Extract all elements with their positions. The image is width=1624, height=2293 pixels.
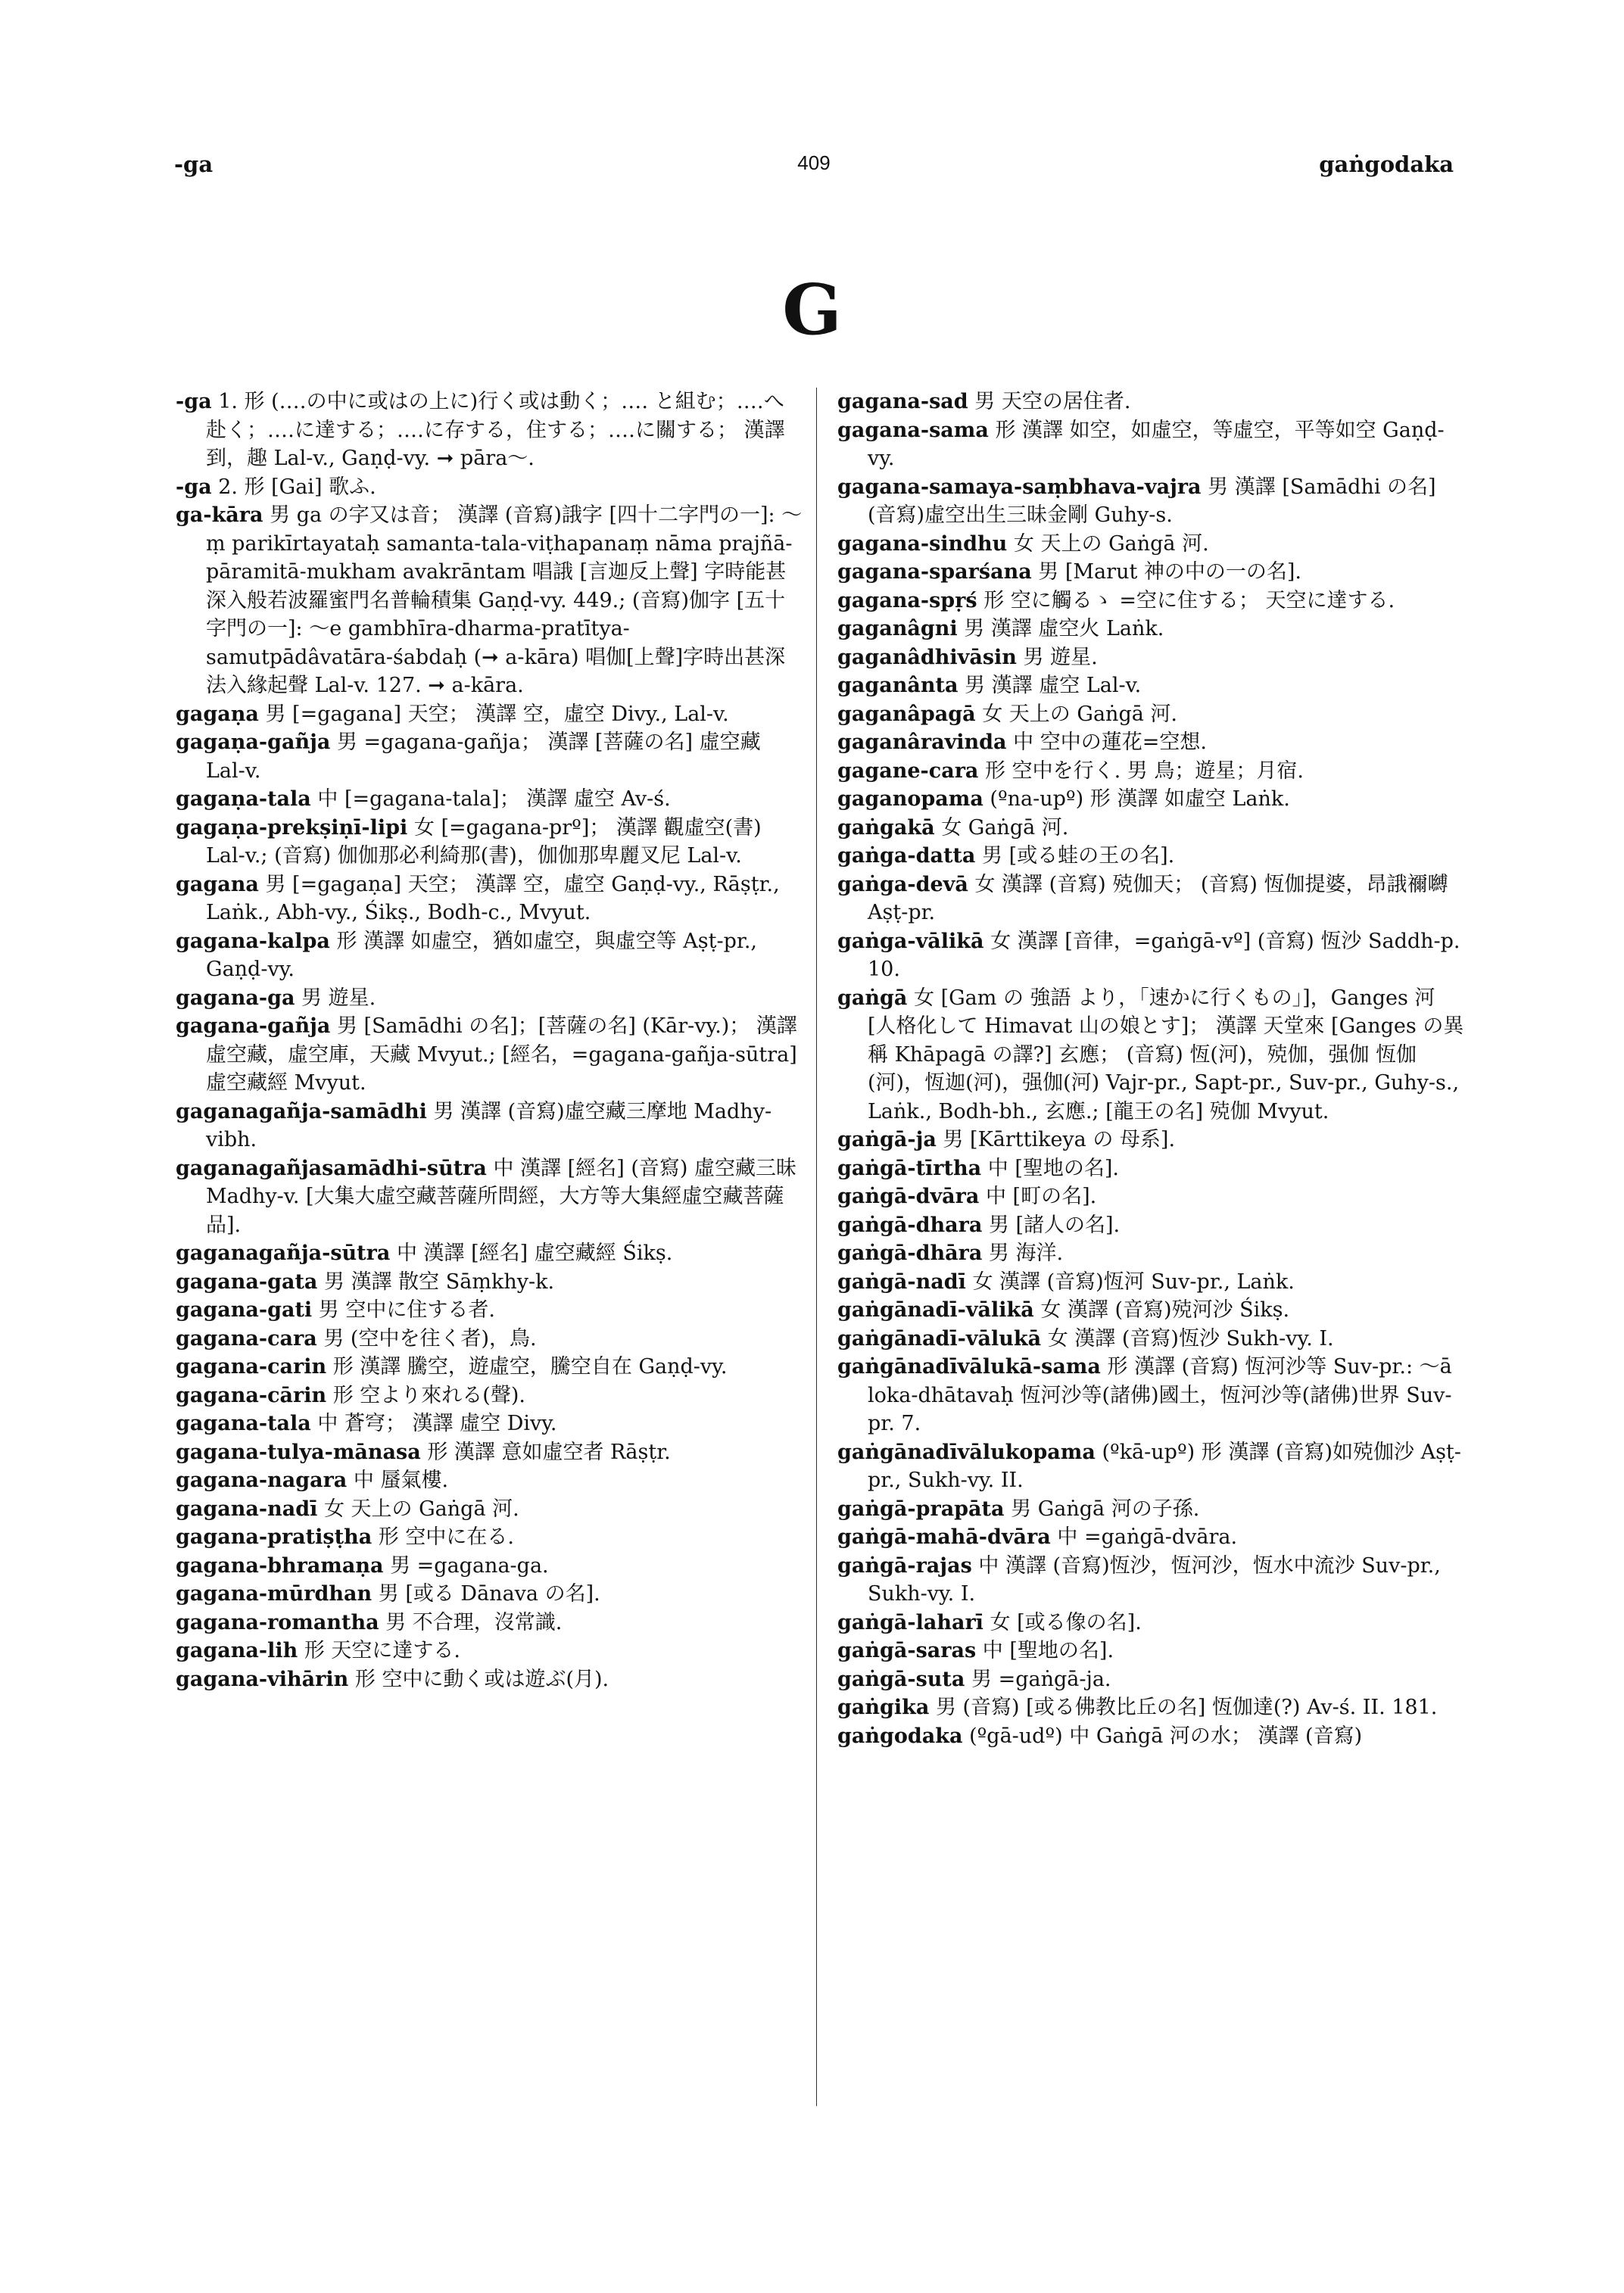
entry-headword: gaṅga-datta bbox=[837, 844, 976, 868]
entry-headword: gaṅga-devā bbox=[837, 872, 968, 896]
entry-headword: gagana bbox=[176, 872, 259, 896]
entry-headword: gaganagañjasamādhi-sūtra bbox=[176, 1156, 487, 1180]
entry-definition: 男 [Marut 神の中の一の名]. bbox=[1038, 560, 1302, 584]
entry-headword: gaṅga-vālikā bbox=[837, 929, 984, 953]
entry-headword: gagana-cārin bbox=[176, 1383, 327, 1407]
dictionary-entry bbox=[837, 785, 1466, 814]
entry-headword: gagana-mūrdhan bbox=[176, 1582, 372, 1606]
dictionary-entry bbox=[837, 1523, 1466, 1552]
dictionary-entry bbox=[837, 728, 1466, 757]
entry-headword: gaṅgānadī-vālukā bbox=[837, 1326, 1042, 1351]
entry-headword: gaganagañja-samādhi bbox=[176, 1099, 427, 1123]
entry-definition: 男 不合理，沒常識. bbox=[385, 1610, 563, 1634]
entry-headword: gaṅgā-laharī bbox=[837, 1610, 983, 1634]
entry-definition: 中 [聖地の名]. bbox=[987, 1156, 1119, 1180]
entry-headword: gagana-sindhu bbox=[837, 531, 1008, 556]
dictionary-entry bbox=[176, 927, 804, 984]
entry-headword: gaṅgika bbox=[837, 1696, 930, 1719]
dictionary-entry bbox=[176, 1296, 804, 1325]
entry-definition: 男 [諸人の名]. bbox=[988, 1213, 1121, 1237]
entry-headword: gaṅgā-dhāra bbox=[837, 1242, 983, 1265]
dictionary-entry bbox=[837, 1495, 1466, 1524]
entry-definition: 男 [Kārttikeya の 母系]. bbox=[943, 1128, 1176, 1151]
dictionary-entry bbox=[837, 1126, 1466, 1154]
entry-definition: 男 [或る Dānava の名]. bbox=[378, 1582, 600, 1606]
entry-definition: 男 =gagana-ga. bbox=[390, 1553, 549, 1578]
dictionary-entry bbox=[176, 1523, 804, 1552]
entry-definition: 男 遊星. bbox=[301, 986, 376, 1010]
entry-definition: 女 漢譯 (音寫)恆沙 Sukh-vy. I. bbox=[1047, 1326, 1334, 1351]
entry-headword: gagane-cara bbox=[837, 759, 979, 783]
entry-headword: gaṅgodaka bbox=[837, 1724, 963, 1748]
dictionary-entry bbox=[837, 1182, 1466, 1211]
dictionary-entry bbox=[837, 1296, 1466, 1325]
entry-headword: gaṅgānadī-vālikā bbox=[837, 1298, 1034, 1322]
entry-definition: 中 空中の蓮花=空想. bbox=[1013, 731, 1207, 754]
entry-headword: gaṅgā-mahā-dvāra bbox=[837, 1525, 1051, 1549]
entry-definition: 女 天上の Gaṅgā 河. bbox=[323, 1497, 519, 1521]
entry-definition: 男 ga の字又は音； 漢譯 (音寫)誐字 [四十二字門の一]: 〜ṃ parikīrtayataḥ samanta-tala-viṭhapanaṃ nāma prajñā-pāramitā-mukham avakrāntam 唱誐 [言迦反上聲] 字時能甚深入般若波羅蜜門名普輪積集 Gaṇḍ-vy. 449.; (音寫)伽字 [五十字門の一]: 〜e gambhīra-dharma-pratītya-samutpādâvatāra-śabdaḥ (➞ a-kāra) 唱伽[上聲]字時出甚深法入緣起聲 Lal-v. 127. ➞ a-kāra. bbox=[206, 503, 803, 697]
entry-definition: 中 漢譯 [經名] 虛空藏經 Śikṣ. bbox=[396, 1242, 673, 1265]
dictionary-entry bbox=[837, 927, 1466, 984]
entry-headword: gagana-nadī bbox=[176, 1497, 318, 1521]
entry-headword: gaganâdhivāsin bbox=[837, 645, 1017, 669]
dictionary-entry bbox=[176, 1438, 804, 1467]
entry-definition: 男 海洋. bbox=[988, 1242, 1064, 1265]
entry-headword: gaṅgā-nadī bbox=[837, 1270, 966, 1294]
entry-headword: gagana-sparśana bbox=[837, 560, 1032, 584]
dictionary-entry bbox=[176, 728, 804, 785]
dictionary-entry bbox=[176, 1410, 804, 1438]
entry-headword: gaganâgni bbox=[837, 617, 958, 640]
entry-definition: 男 (空中を往く者)，鳥. bbox=[323, 1326, 537, 1351]
entry-definition: 形 天空に達する. bbox=[304, 1639, 460, 1662]
entry-headword: gagana-tulya-mānasa bbox=[176, 1440, 421, 1464]
page-header bbox=[174, 151, 1454, 189]
entry-definition: 形 漢譯 意如虛空者 Rāṣṭr. bbox=[427, 1440, 671, 1464]
dictionary-entry bbox=[837, 1154, 1466, 1183]
entry-definition: 女 漢譯 (音寫)殑河沙 Śikṣ. bbox=[1040, 1298, 1290, 1322]
entry-headword: gaganânta bbox=[837, 674, 959, 697]
entry-definition: 女 漢譯 (音寫)恆河 Suv-pr., Laṅk. bbox=[972, 1270, 1295, 1294]
entry-definition: 男 [或る蛙の王の名]. bbox=[982, 844, 1175, 868]
entry-definition: 女 漢譯 [音律，=gaṅgā-vº] (音寫) 恆沙 Saddh-p. 10. bbox=[868, 929, 1460, 981]
entry-definition: 男 漢譯 散空 Sāṃkhy-k. bbox=[324, 1270, 555, 1294]
dictionary-entry bbox=[837, 1239, 1466, 1268]
entry-headword: gagaṇa bbox=[176, 702, 259, 726]
dictionary-entry bbox=[176, 1239, 804, 1268]
entry-headword: gaṅgā-tīrtha bbox=[837, 1156, 982, 1180]
dictionary-entry bbox=[837, 643, 1466, 672]
entry-headword: gaṅgā bbox=[837, 986, 908, 1010]
dictionary-entry bbox=[176, 473, 804, 502]
dictionary-entry bbox=[176, 1325, 804, 1354]
entry-definition: 女 漢譯 (音寫) 殑伽天； (音寫) 恆伽提婆，昂誐禰嚩 Aṣṭ-pr. bbox=[868, 872, 1448, 924]
entry-definition: 中 蒼穹； 漢譯 虛空 Divy. bbox=[317, 1412, 557, 1435]
entry-headword: ga-kāra bbox=[176, 503, 263, 527]
entry-headword: gagaṇa-prekṣiṇī-lipi bbox=[176, 815, 408, 840]
entry-definition: 形 空中に在る. bbox=[378, 1525, 514, 1549]
dictionary-entry bbox=[837, 757, 1466, 786]
dictionary-entry bbox=[837, 1722, 1466, 1751]
header-left-guide-word: -ga bbox=[174, 151, 214, 177]
dictionary-entry bbox=[176, 814, 804, 871]
entry-headword: gagana-spṛś bbox=[837, 588, 977, 612]
dictionary-entry bbox=[176, 984, 804, 1013]
entry-definition: 男 (音寫) [或る佛教比丘の名] 恆伽達(?) Av-ś. II. 181. bbox=[935, 1696, 1438, 1719]
dictionary-entry bbox=[837, 1637, 1466, 1665]
entry-definition: 男 =gaṅgā-ja. bbox=[971, 1667, 1111, 1691]
entry-definition: 男 漢譯 [Samādhi の名] (音寫)虛空出生三昧金剛 Guhy-s. bbox=[868, 475, 1436, 527]
entry-headword: gagana-ga bbox=[176, 986, 295, 1010]
dictionary-entry bbox=[837, 473, 1466, 530]
entry-headword: gaṅgā-suta bbox=[837, 1667, 965, 1691]
entry-definition: 2. 形 [Gai] 歌ふ. bbox=[218, 475, 376, 499]
entry-headword: gagana-nagara bbox=[176, 1469, 348, 1492]
dictionary-entry bbox=[176, 1154, 804, 1240]
entry-definition: 形 空中を行く. 男 鳥；遊星；月宿. bbox=[985, 759, 1304, 783]
entry-headword: -ga bbox=[176, 475, 212, 499]
right-column bbox=[837, 388, 1466, 1750]
entry-definition: 男 Gaṅgā 河の子孫. bbox=[1011, 1497, 1200, 1521]
entry-definition: 女 天上の Gaṅgā 河. bbox=[1013, 531, 1209, 556]
dictionary-entry bbox=[837, 671, 1466, 700]
dictionary-entry bbox=[176, 1466, 804, 1495]
entry-headword: gagaṇa-gañja bbox=[176, 731, 331, 754]
header-right-guide-word: gaṅgodaka bbox=[1319, 151, 1454, 177]
dictionary-entry bbox=[837, 587, 1466, 615]
entry-headword: gagana-lih bbox=[176, 1639, 298, 1662]
dictionary-entry bbox=[176, 1382, 804, 1410]
entry-headword: gagana-gati bbox=[176, 1298, 313, 1322]
dictionary-entry bbox=[837, 1665, 1466, 1694]
dictionary-entry bbox=[837, 700, 1466, 729]
dictionary-entry bbox=[176, 388, 804, 473]
entry-definition: 男 漢譯 虛空 Lal-v. bbox=[965, 674, 1142, 697]
entry-headword: gaṅgā-rajas bbox=[837, 1553, 972, 1578]
entry-definition: 形 漢譯 (音寫) 恆河沙等 Suv-pr.: 〜ā loka-dhātavaḥ 恆河沙等(諸佛)國土，恆河沙等(諸佛)世界 Suv-pr. 7. bbox=[868, 1355, 1452, 1435]
entry-definition: 形 漢譯 如虛空，猶如虛空，與虛空等 Aṣṭ-pr., Gaṇḍ-vy. bbox=[206, 929, 757, 981]
entry-headword: gaganâpagā bbox=[837, 702, 976, 726]
entry-headword: gaṅgā-dhara bbox=[837, 1213, 983, 1237]
dictionary-entry bbox=[176, 1637, 804, 1665]
dictionary-entry bbox=[837, 1438, 1466, 1495]
dictionary-entry bbox=[837, 530, 1466, 559]
entry-headword: gaṅgā-saras bbox=[837, 1639, 977, 1662]
entry-definition: 中 [=gagana-tala]； 漢譯 虛空 Av-ś. bbox=[317, 787, 671, 811]
entry-definition: 形 漢譯 如空，如虛空，等虛空，平等如空 Gaṇḍ-vy. bbox=[868, 418, 1445, 470]
dictionary-entry bbox=[837, 1211, 1466, 1240]
dictionary-entry bbox=[837, 871, 1466, 927]
dictionary-entry bbox=[837, 1268, 1466, 1297]
entry-definition: 形 空に觸るゝ =空に住する； 天空に達する. bbox=[983, 588, 1395, 612]
entry-headword: gagana-cara bbox=[176, 1326, 317, 1351]
entry-headword: gaṅgā-prapāta bbox=[837, 1497, 1005, 1521]
dictionary-entry bbox=[176, 501, 804, 700]
entry-headword: gagana-bhramaṇa bbox=[176, 1553, 384, 1578]
dictionary-entry bbox=[837, 984, 1466, 1126]
dictionary-entry bbox=[176, 1580, 804, 1609]
dictionary-entry bbox=[837, 1552, 1466, 1609]
entry-headword: gagana-sama bbox=[837, 418, 989, 442]
entry-headword: gagana-romantha bbox=[176, 1610, 379, 1634]
entry-definition: 形 漢譯 騰空，遊虛空，騰空自在 Gaṇḍ-vy. bbox=[332, 1355, 728, 1379]
dictionary-entry bbox=[837, 842, 1466, 871]
dictionary-entry bbox=[176, 1665, 804, 1694]
entry-headword: gaṅgānadīvālukā-sama bbox=[837, 1355, 1101, 1379]
entry-definition: 1. 形 (‥‥の中に或はの上に)行く或は動く；‥‥ と組む；‥‥へ赴く；‥‥に達する；‥‥に存する，住する；‥‥に關する； 漢譯 到，趣 Lal-v., Gaṇḍ-vy. ➞ pāra〜. bbox=[206, 390, 785, 470]
entry-headword: gagana-vihārin bbox=[176, 1667, 349, 1691]
dictionary-entry bbox=[176, 1609, 804, 1637]
entry-headword: -ga bbox=[176, 390, 212, 413]
dictionary-entry bbox=[176, 1268, 804, 1297]
entry-definition: (ºna-upº) 形 漢譯 如虛空 Laṅk. bbox=[990, 787, 1290, 811]
dictionary-entry bbox=[837, 615, 1466, 643]
left-column bbox=[176, 388, 804, 1693]
entry-definition: 中 漢譯 [經名] (音寫) 虛空藏三昧 Madhy-v. [大集大虛空藏菩薩所問經，大方等大集經虛空藏菩薩品]. bbox=[206, 1156, 796, 1237]
entry-definition: 女 [Gam の 強語 より，「速かに行くもの」]，Ganges 河 [人格化して Himavat 山の娘とす]； 漢譯 天堂來 [Ganges の異稱 Khāpagā の譯?] 玄應； (音寫) 恆(河)，殑伽，强伽 恆伽(河)，恆迦(河)，强伽(河) Vajr-pr., Sapt-pr., Suv-pr., Guhy-s., Laṅk., Bodh-bh., 玄應.; [龍王の名] 殑伽 Mvyut. bbox=[868, 986, 1464, 1123]
entry-headword: gaganâravinda bbox=[837, 731, 1007, 754]
dictionary-entry bbox=[176, 785, 804, 814]
dictionary-entry bbox=[837, 1693, 1466, 1722]
entry-definition: 女 [或る像の名]. bbox=[990, 1610, 1142, 1634]
entry-definition: 中 =gaṅgā-dvāra. bbox=[1057, 1525, 1238, 1549]
entry-definition: 男 遊星. bbox=[1023, 645, 1098, 669]
dictionary-entry bbox=[176, 1353, 804, 1382]
entry-definition: 男 空中に住する者. bbox=[318, 1298, 495, 1322]
dictionary-entry bbox=[837, 416, 1466, 473]
entry-definition: 男 =gagana-gañja； 漢譯 [菩薩の名] 虛空藏 Lal-v. bbox=[206, 731, 761, 783]
entry-definition: 男 [Samādhi の名]；[菩薩の名] (Kār-vy.)； 漢譯 虛空藏，虛空庫，天藏 Mvyut.; [經名，=gagana-gañja-sūtra] 虛空藏經 Mvyut. bbox=[206, 1014, 797, 1095]
dictionary-entry bbox=[176, 1012, 804, 1098]
page-number: 409 bbox=[797, 151, 831, 174]
entry-definition: 中 [町の名]. bbox=[985, 1185, 1097, 1208]
entry-definition: 男 [=gagana] 天空； 漢譯 空，虛空 Divy., Lal-v. bbox=[265, 702, 729, 726]
dictionary-entry bbox=[176, 871, 804, 927]
entry-headword: gaṅgānadīvālukopama bbox=[837, 1440, 1096, 1464]
entry-definition: 女 Gaṅgā 河. bbox=[941, 815, 1069, 840]
entry-definition: 中 漢譯 (音寫)恆沙，恆河沙，恆水中流沙 Suv-pr., Sukh-vy. I. bbox=[868, 1553, 1441, 1606]
entry-definition: 女 天上の Gaṅgā 河. bbox=[982, 702, 1177, 726]
entry-definition: 形 空中に動く或は遊ぶ(月). bbox=[354, 1667, 609, 1691]
entry-headword: gaṅgā-ja bbox=[837, 1128, 937, 1151]
entry-headword: gaṅgakā bbox=[837, 815, 935, 840]
entry-headword: gagana-samaya-saṃbhava-vajra bbox=[837, 475, 1202, 499]
entry-definition: 男 漢譯 (音寫)虛空藏三摩地 Madhy-vibh. bbox=[206, 1099, 772, 1151]
entry-headword: gagana-tala bbox=[176, 1412, 311, 1435]
entry-headword: gaganagañja-sūtra bbox=[176, 1242, 391, 1265]
dictionary-entry bbox=[837, 1609, 1466, 1637]
entry-definition: 男 漢譯 虛空火 Laṅk. bbox=[964, 617, 1164, 640]
dictionary-entry bbox=[837, 1353, 1466, 1438]
entry-headword: gagana-pratiṣṭha bbox=[176, 1525, 372, 1549]
column-divider bbox=[816, 388, 817, 2106]
dictionary-entry bbox=[837, 814, 1466, 843]
entry-headword: gaganopama bbox=[837, 787, 983, 811]
dictionary-entry bbox=[176, 1552, 804, 1581]
entry-definition: 男 天空の居住者. bbox=[974, 390, 1131, 413]
dictionary-entry bbox=[176, 700, 804, 729]
entry-headword: gagaṇa-tala bbox=[176, 787, 311, 811]
entry-headword: gaṅgā-dvāra bbox=[837, 1185, 980, 1208]
dictionary-entry bbox=[176, 1495, 804, 1524]
entry-definition: (ºkā-upº) 形 漢譯 (音寫)如殑伽沙 Aṣṭ-pr., Sukh-vy. II. bbox=[868, 1440, 1461, 1492]
entry-definition: 中 蜃氣樓. bbox=[353, 1469, 449, 1492]
dictionary-entry bbox=[837, 388, 1466, 416]
entry-definition: (ºgā-udº) 中 Gaṅgā 河の水； 漢譯 (音寫) bbox=[969, 1724, 1363, 1748]
dictionary-entry bbox=[176, 1098, 804, 1154]
entry-definition: 女 [=gagana-prº]； 漢譯 觀虛空(書) Lal-v.; (音寫) 伽伽那必利綺那(書)，伽伽那卑麗叉尼 Lal-v. bbox=[206, 815, 762, 868]
dictionary-entry bbox=[837, 558, 1466, 587]
dictionary-entry bbox=[837, 1325, 1466, 1354]
entry-headword: gagana-gata bbox=[176, 1270, 318, 1294]
entry-definition: 中 [聖地の名]. bbox=[982, 1639, 1114, 1662]
entry-definition: 形 空より來れる(聲). bbox=[332, 1383, 525, 1407]
entry-definition: 男 [=gagaṇa] 天空； 漢譯 空，虛空 Gaṇḍ-vy., Rāṣṭr., Laṅk., Abh-vy., Śikṣ., Bodh-c., Mvyut. bbox=[206, 872, 780, 924]
entry-headword: gagana-gañja bbox=[176, 1014, 331, 1038]
entry-headword: gagana-kalpa bbox=[176, 929, 330, 953]
entry-headword: gagana-sad bbox=[837, 390, 968, 413]
section-letter: G bbox=[782, 269, 842, 350]
entry-headword: gagana-carin bbox=[176, 1355, 327, 1379]
